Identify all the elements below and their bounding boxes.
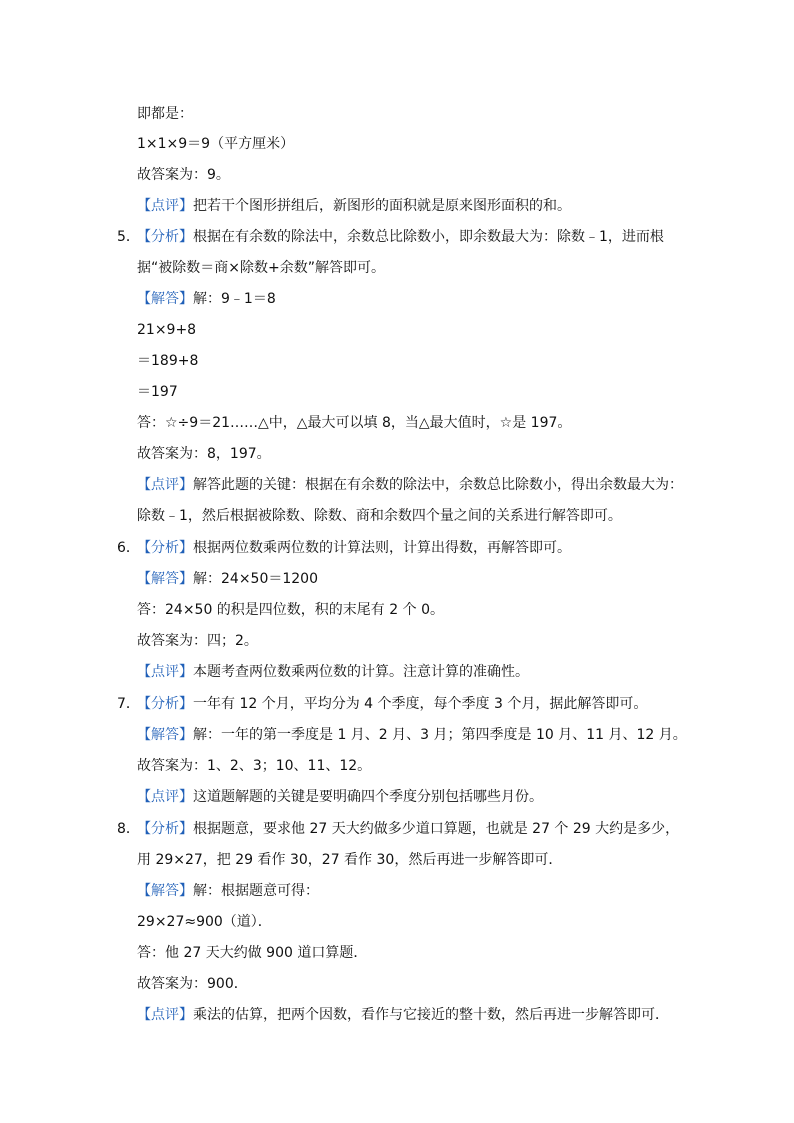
- q6-reply: 答：24×50 的积是四位数，积的末尾有 2 个 0。: [137, 602, 444, 618]
- q5-step-2: ＝189+8: [137, 353, 199, 369]
- q4-comment: [137, 196, 571, 216]
- comment-tag: 【点评】: [137, 477, 193, 493]
- q8-comment: [137, 1005, 669, 1025]
- q6-final: 故答案为：四；2。: [137, 633, 258, 649]
- q6-answer-text: 解：24×50＝1200: [193, 571, 318, 587]
- q4-comment-text: 把若干个图形拼组后，新图形的面积就是原来图形面积的和。: [193, 198, 571, 214]
- q7-analysis: [137, 694, 647, 714]
- q5-comment-2: 除数﹣1，然后根据被除数、除数、商和余数四个量之间的关系进行解答即可。: [137, 508, 622, 524]
- q5-step-3: ＝197: [137, 384, 178, 400]
- q8-answer: [137, 881, 319, 901]
- answer-tag: 【解答】: [137, 571, 193, 587]
- q8-final: 故答案为：900．: [137, 976, 248, 992]
- q5-analysis-1: [137, 227, 664, 247]
- answer-tag: 【解答】: [137, 727, 193, 743]
- q6-comment-text: 本题考查两位数乘两位数的计算。注意计算的准确性。: [193, 664, 529, 680]
- q5-analysis-text-1: 根据在有余数的除法中，余数总比除数小，即余数最大为：除数﹣1，进而根: [193, 229, 664, 245]
- q7-comment: [137, 787, 543, 807]
- q7-final: 故答案为：1、2、3；10、11、12。: [137, 758, 372, 774]
- q5-step-1: 21×9+8: [137, 322, 197, 338]
- q7-number: 7．: [117, 696, 140, 712]
- q5-answer-text: 解：9﹣1＝8: [193, 291, 276, 307]
- q8-analysis-2: 用 29×27，把 29 看作 30，27 看作 30，然后再进一步解答即可．: [137, 852, 563, 868]
- q8-number: 8．: [117, 821, 140, 837]
- q6-analysis-text: 根据两位数乘两位数的计算法则，计算出得数，再解答即可。: [193, 540, 571, 556]
- comment-tag: 【点评】: [137, 664, 193, 680]
- q6-comment: [137, 662, 529, 682]
- comment-tag: 【点评】: [137, 198, 193, 214]
- q5-number: 5．: [117, 229, 140, 245]
- q8-step-1: 29×27≈900（道）．: [137, 914, 272, 930]
- analysis-tag: 【分析】: [137, 540, 193, 556]
- comment-tag: 【点评】: [137, 789, 193, 805]
- q7-answer: [137, 725, 687, 745]
- q6-analysis: [137, 538, 571, 558]
- q7-comment-text: 这道题解题的关键是要明确四个季度分别包括哪些月份。: [193, 789, 543, 805]
- q5-comment-1: [137, 475, 683, 495]
- answer-tag: 【解答】: [137, 291, 193, 307]
- q4-line-2: 1×1×9＝9（平方厘米）: [137, 136, 295, 152]
- q5-answer: [137, 289, 276, 309]
- q6-number: 6．: [117, 540, 140, 556]
- q5-analysis-2: 据“被除数＝商×除数+余数”解答即可。: [137, 260, 385, 276]
- q8-comment-text: 乘法的估算，把两个因数，看作与它接近的整十数，然后再进一步解答即可．: [193, 1007, 669, 1023]
- q6-answer: [137, 569, 318, 589]
- q8-answer-text: 解：根据题意可得：: [193, 883, 319, 899]
- analysis-tag: 【分析】: [137, 821, 193, 837]
- comment-tag: 【点评】: [137, 1007, 193, 1023]
- answer-tag: 【解答】: [137, 883, 193, 899]
- q8-analysis-1: [137, 819, 679, 839]
- q7-answer-text: 解：一年的第一季度是 1 月、2 月、3 月；第四季度是 10 月、11 月、12 月。: [193, 727, 687, 743]
- q8-reply: 答：他 27 天大约做 900 道口算题．: [137, 945, 368, 961]
- analysis-tag: 【分析】: [137, 696, 193, 712]
- q7-analysis-text: 一年有 12 个月，平均分为 4 个季度，每个季度 3 个月，据此解答即可。: [193, 696, 648, 712]
- q4-line-1: 即都是：: [137, 106, 193, 122]
- q5-final: 故答案为：8，197。: [137, 446, 271, 462]
- q5-reply: 答：☆÷9＝21……△中，△最大可以填 8，当△最大值时，☆是 197。: [137, 415, 572, 431]
- q8-analysis-text-1: 根据题意，要求他 27 天大约做多少道口算题，也就是 27 个 29 大约是多少，: [193, 821, 680, 837]
- q4-line-3: 故答案为：9。: [137, 167, 230, 183]
- q5-comment-text-1: 解答此题的关键：根据在有余数的除法中，余数总比除数小，得出余数最大为：: [193, 477, 683, 493]
- analysis-tag: 【分析】: [137, 229, 193, 245]
